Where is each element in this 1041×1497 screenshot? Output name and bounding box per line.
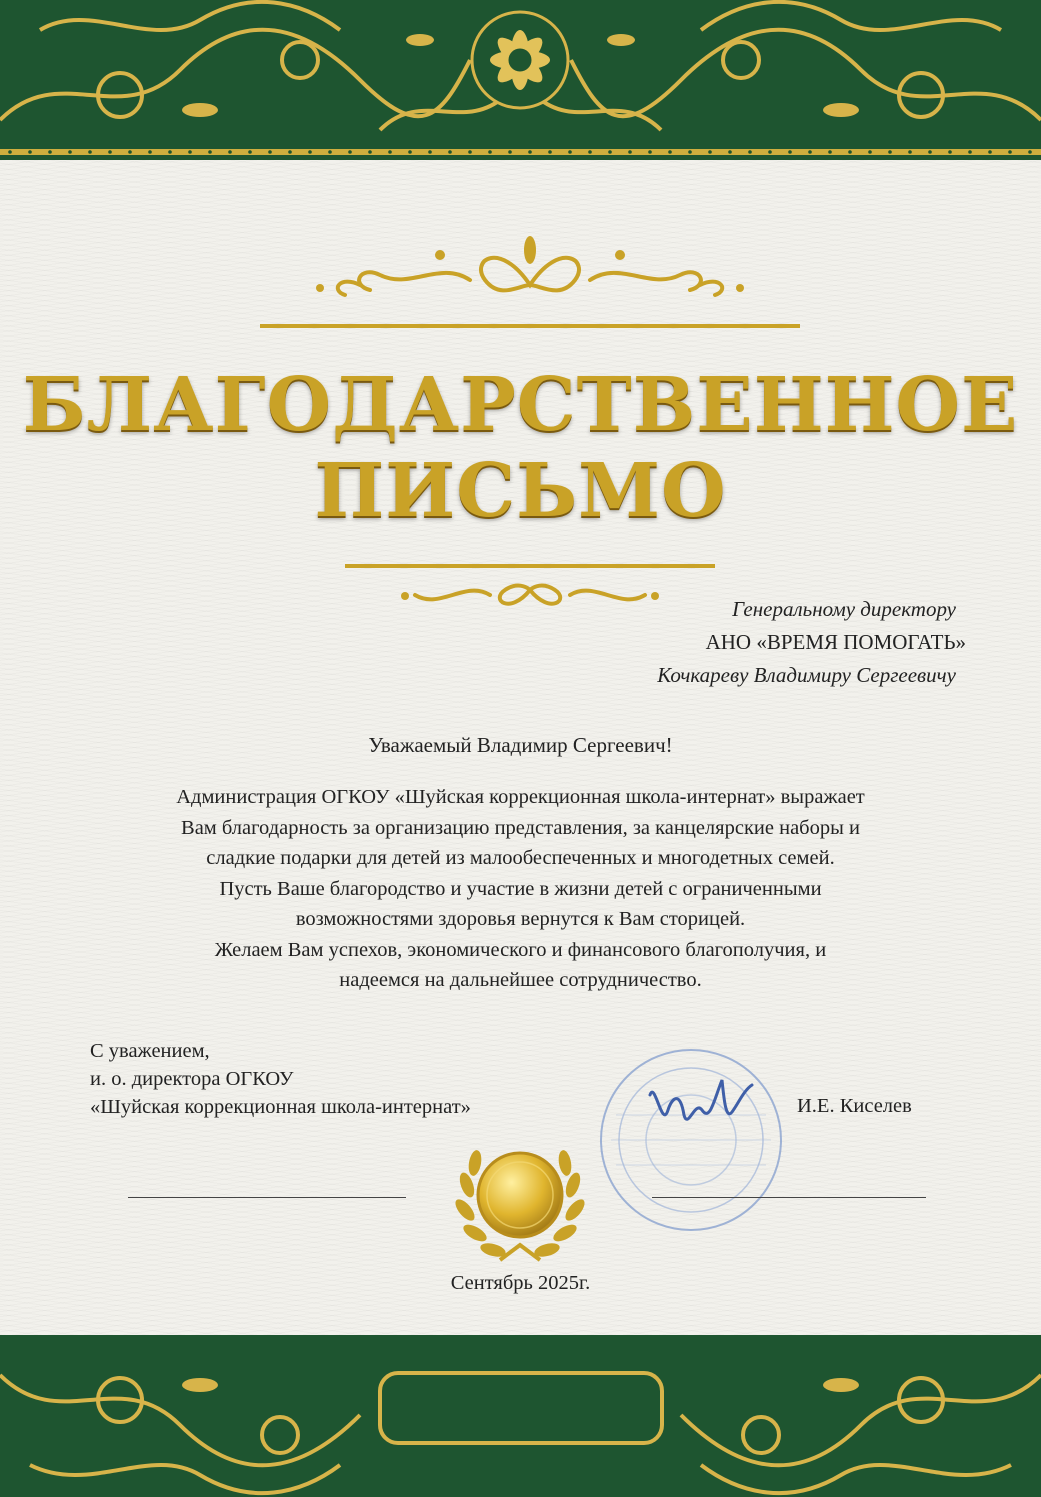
title-top-flourish-icon [260,230,800,340]
top-ornament-icon [0,0,1041,160]
top-dot-border [0,146,1041,158]
signature-icon [640,1070,760,1140]
signer-name: И.Е. Киселев [797,1095,912,1117]
body-line: Администрация ОГКОУ «Шуйская коррекционная школа-интернат» выражает [176,786,865,808]
body-line: сладкие подарки для детей из малообеспеченных и многодетных семей. [206,847,835,869]
addressee-block [657,593,966,692]
greeting: Уважаемый Владимир Сергеевич! [368,733,673,757]
bottom-ornament-icon [0,1335,1041,1497]
signature-line-right [652,1197,926,1198]
body-line: Вам благодарность за организацию представления, за канцелярские наборы и [181,816,860,839]
addressee-name: Кочкареву Владимиру Сергеевичу [657,663,956,687]
document-title-line2: ПИСЬМО [314,448,727,534]
body-line: возможностями здоровья вернутся к Вам сторицей. [295,908,746,930]
document-date: Сентябрь 2025г. [450,1272,591,1294]
gold-medal-icon [445,1125,595,1275]
addressee-organization: АНО «ВРЕМЯ ПОМОГАТЬ» [705,630,966,654]
body-line: надеемся на дальнейшее сотрудничество. [339,969,702,991]
closing-line: С уважением, [90,1040,210,1062]
addressee-position: Генеральному директору [732,597,956,621]
closing-line: и. о. директора ОГКОУ [90,1068,294,1090]
bottom-ornament-band [0,1335,1041,1497]
body-line: Желаем Вам успехов, экономического и финансового благополучия, и [214,938,827,961]
document-title-line1: БЛАГОДАРСТВЕННОЕ [22,362,1019,448]
closing-block [90,1037,471,1121]
letter-body [60,782,981,996]
signature-line-left [128,1197,406,1198]
top-ornament-band [0,0,1041,160]
body-line: Пусть Ваше благородство и участие в жизни детей с ограниченными [219,877,822,900]
closing-line: «Шуйская коррекционная школа-интернат» [90,1096,471,1118]
